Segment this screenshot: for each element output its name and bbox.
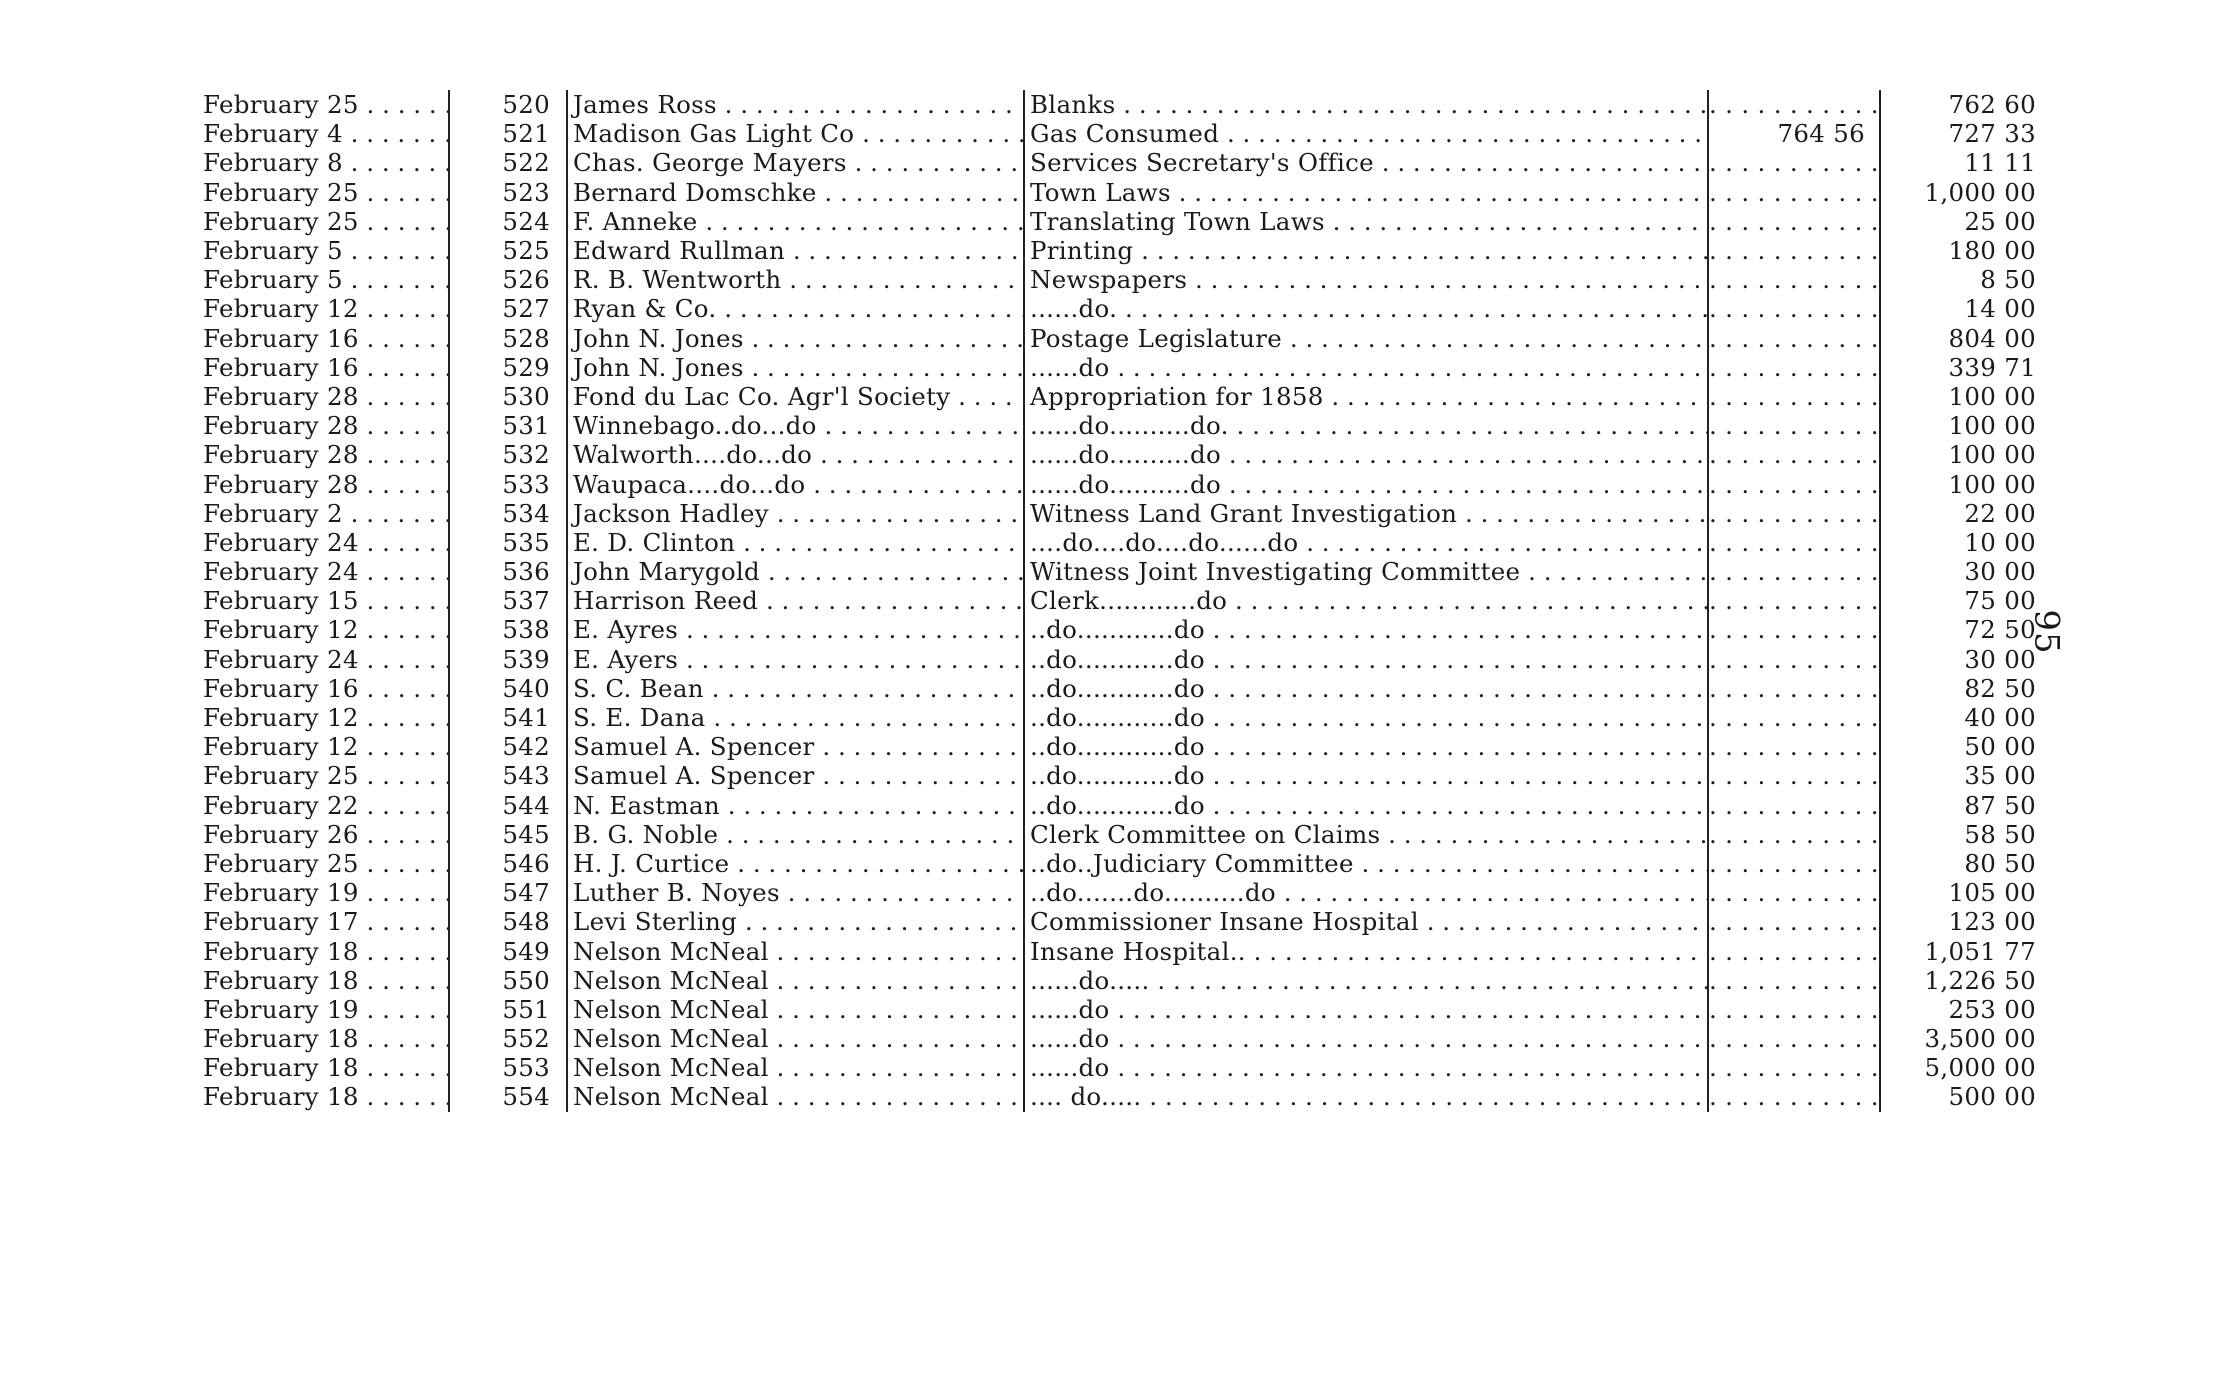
row-amount-second: 14 00 <box>1964 294 2036 324</box>
row-voucher-number: 542 <box>449 732 567 761</box>
ledger-row <box>203 90 2046 119</box>
ledger-row <box>203 645 2046 674</box>
row-account: Services Secretary's Office . . . <box>1024 148 1708 177</box>
row-date: February 5 . . . <box>203 265 449 294</box>
row-account: ..do..Judiciary Committee . . . <box>1024 849 1708 878</box>
row-amount-first <box>1708 936 1880 965</box>
row-amount-second: 804 00 <box>1948 323 2036 353</box>
row-voucher-number: 520 <box>449 90 567 119</box>
row-amount-first <box>1708 732 1880 761</box>
row-date: February 28 . . . <box>203 411 449 440</box>
row-account: ....do....do....do......do . . . <box>1024 528 1708 557</box>
row-date: February 25 . . . <box>203 90 449 119</box>
row-date: February 12 . . . <box>203 615 449 644</box>
row-amount-first <box>1708 294 1880 323</box>
row-amount-first <box>1708 849 1880 878</box>
ledger-row <box>203 557 2046 586</box>
row-account: Newspapers . . . <box>1024 265 1708 294</box>
row-voucher-number: 533 <box>449 469 567 498</box>
row-amount-second: 22 00 <box>1964 498 2036 528</box>
row-payee-name: John Marygold . . . <box>567 557 1024 586</box>
row-date: February 4 . . . <box>203 119 449 148</box>
row-date: February 26 . . . <box>203 820 449 849</box>
row-amount-second: 30 00 <box>1964 557 2036 587</box>
row-voucher-number: 531 <box>449 411 567 440</box>
ledger-row <box>203 674 2046 703</box>
row-date: February 16 . . . <box>203 353 449 382</box>
row-amount-second: 500 00 <box>1948 1082 2036 1112</box>
row-date: February 24 . . . <box>203 645 449 674</box>
row-account: Clerk Committee on Claims . . . <box>1024 820 1708 849</box>
row-date: February 18 . . . <box>203 1053 449 1082</box>
row-payee-name: S. E. Dana . . . <box>567 703 1024 732</box>
row-voucher-number: 522 <box>449 148 567 177</box>
row-account: Witness Joint Investigating Committee . . . <box>1024 557 1708 586</box>
row-voucher-number: 529 <box>449 353 567 382</box>
ledger-row <box>203 499 2046 528</box>
ledger-row <box>203 936 2046 965</box>
row-payee-name: Samuel A. Spencer . . . <box>567 761 1024 790</box>
row-payee-name: Madison Gas Light Co . . . <box>567 119 1024 148</box>
row-date: February 19 . . . <box>203 995 449 1024</box>
row-amount-first <box>1708 528 1880 557</box>
row-amount-second: 25 00 <box>1964 206 2036 236</box>
row-account: ......do..........do . . . <box>1024 469 1708 498</box>
row-amount-second: 72 50 <box>1964 615 2036 645</box>
row-amount-second: 3,500 00 <box>1924 1024 2036 1054</box>
row-account: ..do............do . . . <box>1024 791 1708 820</box>
row-account: Blanks . . . <box>1024 90 1708 119</box>
ledger-row <box>203 1082 2046 1111</box>
ledger-row <box>203 207 2046 236</box>
row-account: Gas Consumed . . . <box>1024 119 1708 148</box>
row-date: February 15 . . . <box>203 586 449 615</box>
row-date: February 18 . . . <box>203 1024 449 1053</box>
ledger-row <box>203 761 2046 790</box>
row-amount-first <box>1708 148 1880 177</box>
row-amount-second: 100 00 <box>1948 381 2036 411</box>
row-amount-second: 50 00 <box>1964 732 2036 762</box>
ledger-row <box>203 1053 2046 1082</box>
row-voucher-number: 553 <box>449 1053 567 1082</box>
row-amount-second: 123 00 <box>1948 907 2036 937</box>
row-account: ......do..........do. . . . <box>1024 411 1708 440</box>
row-amount-second: 11 11 <box>1964 148 2036 178</box>
row-amount-first <box>1708 878 1880 907</box>
row-amount-first <box>1708 324 1880 353</box>
row-account: ......do..... . . . <box>1024 966 1708 995</box>
row-payee-name: E. D. Clinton . . . <box>567 528 1024 557</box>
row-date: February 8 . . . <box>203 148 449 177</box>
row-payee-name: Nelson McNeal . . . <box>567 936 1024 965</box>
row-amount-first <box>1708 265 1880 294</box>
ledger-row <box>203 791 2046 820</box>
row-payee-name: S. C. Bean . . . <box>567 674 1024 703</box>
row-amount-first <box>1708 703 1880 732</box>
row-amount-second: 8 50 <box>1980 265 2036 295</box>
row-voucher-number: 525 <box>449 236 567 265</box>
row-account: ......do..........do . . . <box>1024 440 1708 469</box>
ledger-row <box>203 236 2046 265</box>
row-amount-first <box>1708 1024 1880 1053</box>
row-date: February 28 . . . <box>203 440 449 469</box>
row-payee-name: Jackson Hadley . . . <box>567 499 1024 528</box>
ledger-row <box>203 820 2046 849</box>
row-payee-name: Winnebago..do...do . . . <box>567 411 1024 440</box>
row-amount-second: 1,226 50 <box>1924 965 2036 995</box>
row-account: Appropriation for 1858 . . . <box>1024 382 1708 411</box>
row-amount-first <box>1708 90 1880 119</box>
ledger-row <box>203 907 2046 936</box>
row-amount-second: 100 00 <box>1948 411 2036 441</box>
ledger-body <box>203 90 2046 1112</box>
row-payee-name: N. Eastman . . . <box>567 791 1024 820</box>
row-date: February 25 . . . <box>203 761 449 790</box>
row-account: ......do . . . <box>1024 1053 1708 1082</box>
row-amount-second: 100 00 <box>1948 440 2036 470</box>
row-amount-second: 105 00 <box>1948 878 2036 908</box>
ledger-row <box>203 294 2046 323</box>
row-payee-name: James Ross . . . <box>567 90 1024 119</box>
ledger-row <box>203 353 2046 382</box>
row-date: February 24 . . . <box>203 557 449 586</box>
row-amount-second: 10 00 <box>1964 527 2036 557</box>
row-amount-first <box>1708 440 1880 469</box>
row-date: February 17 . . . <box>203 907 449 936</box>
ledger-row <box>203 528 2046 557</box>
row-amount-second: 5,000 00 <box>1924 1053 2036 1083</box>
ledger-row <box>203 1024 2046 1053</box>
ledger-row <box>203 440 2046 469</box>
row-amount-first <box>1708 645 1880 674</box>
row-date: February 12 . . . <box>203 732 449 761</box>
row-voucher-number: 554 <box>449 1082 567 1111</box>
row-amount-first <box>1708 761 1880 790</box>
row-payee-name: Chas. George Mayers . . . <box>567 148 1024 177</box>
row-payee-name: E. Ayers . . . <box>567 645 1024 674</box>
ledger-row <box>203 148 2046 177</box>
row-amount-second: 762 60 <box>1948 90 2036 120</box>
row-amount-first <box>1708 1053 1880 1082</box>
row-date: February 18 . . . <box>203 966 449 995</box>
row-account: Postage Legislature . . . <box>1024 324 1708 353</box>
row-account: ..do............do . . . <box>1024 761 1708 790</box>
row-account: .... do..... . . . <box>1024 1082 1708 1111</box>
ledger-row <box>203 615 2046 644</box>
row-voucher-number: 536 <box>449 557 567 586</box>
row-amount-first: 764 56 <box>1708 119 1880 148</box>
row-amount-first <box>1708 1082 1880 1111</box>
row-account: Clerk............do . . . <box>1024 586 1708 615</box>
row-voucher-number: 528 <box>449 324 567 353</box>
row-amount-second: 253 00 <box>1948 994 2036 1024</box>
row-date: February 19 . . . <box>203 878 449 907</box>
row-date: February 22 . . . <box>203 791 449 820</box>
row-voucher-number: 521 <box>449 119 567 148</box>
row-date: February 28 . . . <box>203 382 449 411</box>
row-amount-second: 75 00 <box>1964 586 2036 616</box>
row-payee-name: F. Anneke . . . <box>567 207 1024 236</box>
ledger-row <box>203 382 2046 411</box>
row-payee-name: H. J. Curtice . . . <box>567 849 1024 878</box>
row-amount-second: 1,000 00 <box>1924 177 2036 207</box>
ledger-row <box>203 732 2046 761</box>
row-amount-second: 180 00 <box>1948 236 2036 266</box>
row-amount-first <box>1708 469 1880 498</box>
row-voucher-number: 544 <box>449 791 567 820</box>
row-payee-name: Waupaca....do...do . . . <box>567 469 1024 498</box>
row-account: ..do.......do..........do . . . <box>1024 878 1708 907</box>
row-amount-second: 40 00 <box>1964 703 2036 733</box>
row-amount-first <box>1708 236 1880 265</box>
row-amount-first <box>1708 382 1880 411</box>
row-amount-first <box>1708 586 1880 615</box>
row-amount-first <box>1708 615 1880 644</box>
row-amount-first <box>1708 791 1880 820</box>
row-account: ......do . . . <box>1024 1024 1708 1053</box>
row-voucher-number: 546 <box>449 849 567 878</box>
row-payee-name: Levi Sterling . . . <box>567 907 1024 936</box>
row-voucher-number: 523 <box>449 178 567 207</box>
row-voucher-number: 539 <box>449 645 567 674</box>
row-account: ......do . . . <box>1024 995 1708 1024</box>
row-date: February 25 . . . <box>203 178 449 207</box>
row-voucher-number: 535 <box>449 528 567 557</box>
row-voucher-number: 545 <box>449 820 567 849</box>
row-voucher-number: 543 <box>449 761 567 790</box>
row-amount-second: 58 50 <box>1964 819 2036 849</box>
row-payee-name: E. Ayres . . . <box>567 615 1024 644</box>
ledger-row <box>203 324 2046 353</box>
row-amount-first <box>1708 820 1880 849</box>
row-account: ..do............do . . . <box>1024 615 1708 644</box>
row-account: Insane Hospital.. . . . <box>1024 936 1708 965</box>
ledger-row <box>203 995 2046 1024</box>
row-date: February 18 . . . <box>203 936 449 965</box>
row-payee-name: Nelson McNeal . . . <box>567 966 1024 995</box>
row-amount-first <box>1708 907 1880 936</box>
row-account: ......do. . . . <box>1024 294 1708 323</box>
row-date: February 12 . . . <box>203 294 449 323</box>
ledger-row <box>203 878 2046 907</box>
row-date: February 16 . . . <box>203 324 449 353</box>
row-amount-second: 87 50 <box>1964 790 2036 820</box>
row-payee-name: Ryan & Co. . . . <box>567 294 1024 323</box>
row-amount-second: 30 00 <box>1964 644 2036 674</box>
row-payee-name: Samuel A. Spencer . . . <box>567 732 1024 761</box>
row-date: February 28 . . . <box>203 469 449 498</box>
row-payee-name: B. G. Noble . . . <box>567 820 1024 849</box>
row-amount-second: 1,051 77 <box>1924 936 2036 966</box>
row-amount-first <box>1708 995 1880 1024</box>
row-voucher-number: 526 <box>449 265 567 294</box>
row-payee-name: John N. Jones . . . <box>567 353 1024 382</box>
row-date: February 18 . . . <box>203 1082 449 1111</box>
row-amount-second: 100 00 <box>1948 469 2036 499</box>
row-amount-first <box>1708 557 1880 586</box>
ledger-row <box>203 703 2046 732</box>
row-voucher-number: 527 <box>449 294 567 323</box>
row-voucher-number: 551 <box>449 995 567 1024</box>
row-amount-first <box>1708 411 1880 440</box>
row-payee-name: Luther B. Noyes . . . <box>567 878 1024 907</box>
ledger-row <box>203 411 2046 440</box>
ledger-row <box>203 265 2046 294</box>
ledger-row <box>203 469 2046 498</box>
row-account: ......do . . . <box>1024 353 1708 382</box>
row-date: February 16 . . . <box>203 674 449 703</box>
row-voucher-number: 524 <box>449 207 567 236</box>
row-date: February 2 . . . <box>203 499 449 528</box>
row-amount-second: 82 50 <box>1964 673 2036 703</box>
ledger-row <box>203 586 2046 615</box>
row-payee-name: John N. Jones . . . <box>567 324 1024 353</box>
row-account: Witness Land Grant Investigation . . . <box>1024 499 1708 528</box>
row-date: February 12 . . . <box>203 703 449 732</box>
row-amount-first <box>1708 966 1880 995</box>
row-voucher-number: 532 <box>449 440 567 469</box>
row-payee-name: Harrison Reed . . . <box>567 586 1024 615</box>
row-voucher-number: 547 <box>449 878 567 907</box>
row-account: Printing . . . <box>1024 236 1708 265</box>
row-date: February 5 . . . <box>203 236 449 265</box>
row-account: ..do............do . . . <box>1024 645 1708 674</box>
row-date: February 25 . . . <box>203 207 449 236</box>
row-voucher-number: 540 <box>449 674 567 703</box>
ledger-row <box>203 178 2046 207</box>
row-amount-second: 80 50 <box>1964 848 2036 878</box>
row-voucher-number: 541 <box>449 703 567 732</box>
ledger-row <box>203 849 2046 878</box>
row-payee-name: Fond du Lac Co. Agr'l Society . . . <box>567 382 1024 411</box>
ledger-table <box>203 90 2046 1112</box>
row-payee-name: Nelson McNeal . . . <box>567 1082 1024 1111</box>
row-voucher-number: 534 <box>449 499 567 528</box>
row-voucher-number: 549 <box>449 936 567 965</box>
row-date: February 25 . . . <box>203 849 449 878</box>
row-voucher-number: 538 <box>449 615 567 644</box>
row-payee-name: Nelson McNeal . . . <box>567 1053 1024 1082</box>
row-amount-first <box>1708 207 1880 236</box>
row-account: ..do............do . . . <box>1024 732 1708 761</box>
row-payee-name: Edward Rullman . . . <box>567 236 1024 265</box>
row-payee-name: Nelson McNeal . . . <box>567 995 1024 1024</box>
row-amount-first <box>1708 499 1880 528</box>
row-payee-name: Walworth....do...do . . . <box>567 440 1024 469</box>
row-voucher-number: 537 <box>449 586 567 615</box>
row-payee-name: R. B. Wentworth . . . <box>567 265 1024 294</box>
row-amount-second: 727 33 <box>1948 119 2036 149</box>
row-account: Translating Town Laws . . . <box>1024 207 1708 236</box>
row-date: February 24 . . . <box>203 528 449 557</box>
row-amount-second: 35 00 <box>1964 761 2036 791</box>
row-account: Town Laws . . . <box>1024 178 1708 207</box>
page-number: 95 <box>2026 609 2067 655</box>
row-voucher-number: 530 <box>449 382 567 411</box>
row-account: ..do............do . . . <box>1024 674 1708 703</box>
row-voucher-number: 548 <box>449 907 567 936</box>
row-account: Commissioner Insane Hospital . . . <box>1024 907 1708 936</box>
row-amount-first <box>1708 178 1880 207</box>
row-account: ..do............do . . . <box>1024 703 1708 732</box>
row-amount-first <box>1708 674 1880 703</box>
row-voucher-number: 552 <box>449 1024 567 1053</box>
row-amount-second: 339 71 <box>1948 352 2036 382</box>
row-voucher-number: 550 <box>449 966 567 995</box>
row-payee-name: Nelson McNeal . . . <box>567 1024 1024 1053</box>
ledger-row <box>203 119 2046 148</box>
row-amount-first <box>1708 353 1880 382</box>
ledger-row <box>203 966 2046 995</box>
row-payee-name: Bernard Domschke . . . <box>567 178 1024 207</box>
